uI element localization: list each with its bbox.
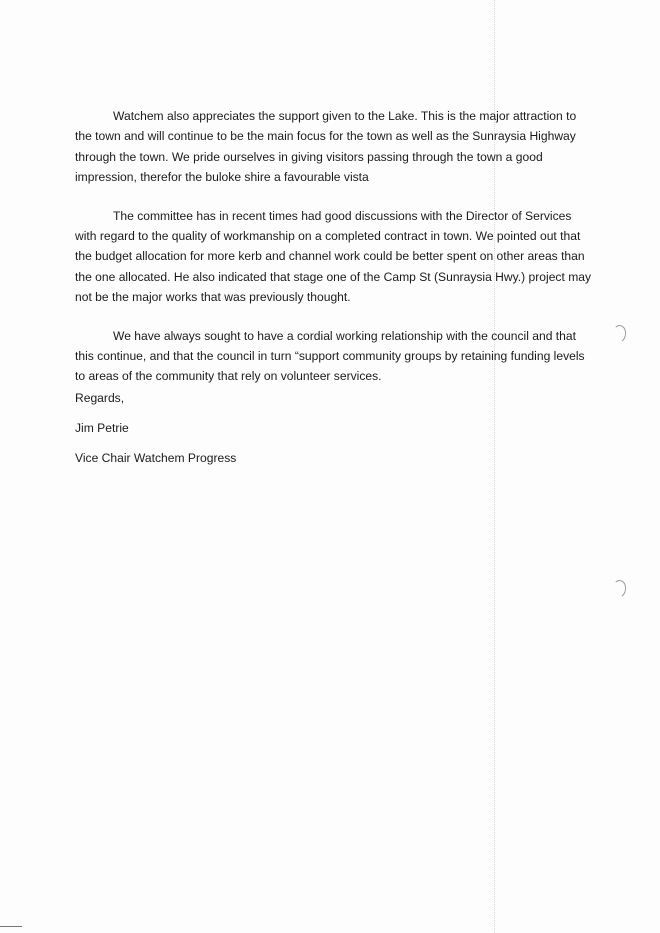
margin-hole-mark bbox=[611, 324, 628, 344]
closing-salutation: Regards, bbox=[75, 391, 125, 405]
letter-body bbox=[75, 106, 595, 405]
paragraph-council-relationship: We have always sought to have a cordial working relationship with the council and that this continue, and that the council in turn “support community groups by retaining funding levels to areas of the community that rely on volunteer services. bbox=[75, 328, 585, 384]
paragraph-director-discussions: The committee has in recent times had good discussions with the Director of Services with regard to the quality of workmanship on a completed contract in town. We pointed out that the budget allocation for more kerb and channel work could be better spent on other areas than the one allocated. He also indicated that stage one of the Camp St (Sunraysia Hwy.) project may not be the major works that was previously thought. bbox=[75, 208, 592, 305]
signer-name: Jim Petrie bbox=[75, 421, 129, 435]
corner-scan-mark bbox=[0, 926, 22, 927]
margin-hole-mark bbox=[611, 579, 628, 599]
paragraph-lake-support: Watchem also appreciates the support given to the Lake. This is the major attraction to the town and will continue to be the main focus for the town as well as the Sunraysia Highway through the town. We pride ourselves in giving visitors passing through the town a good impression, therefor the buloke shire a favourable vista bbox=[75, 109, 577, 185]
signer-title: Vice Chair Watchem Progress bbox=[75, 451, 237, 465]
